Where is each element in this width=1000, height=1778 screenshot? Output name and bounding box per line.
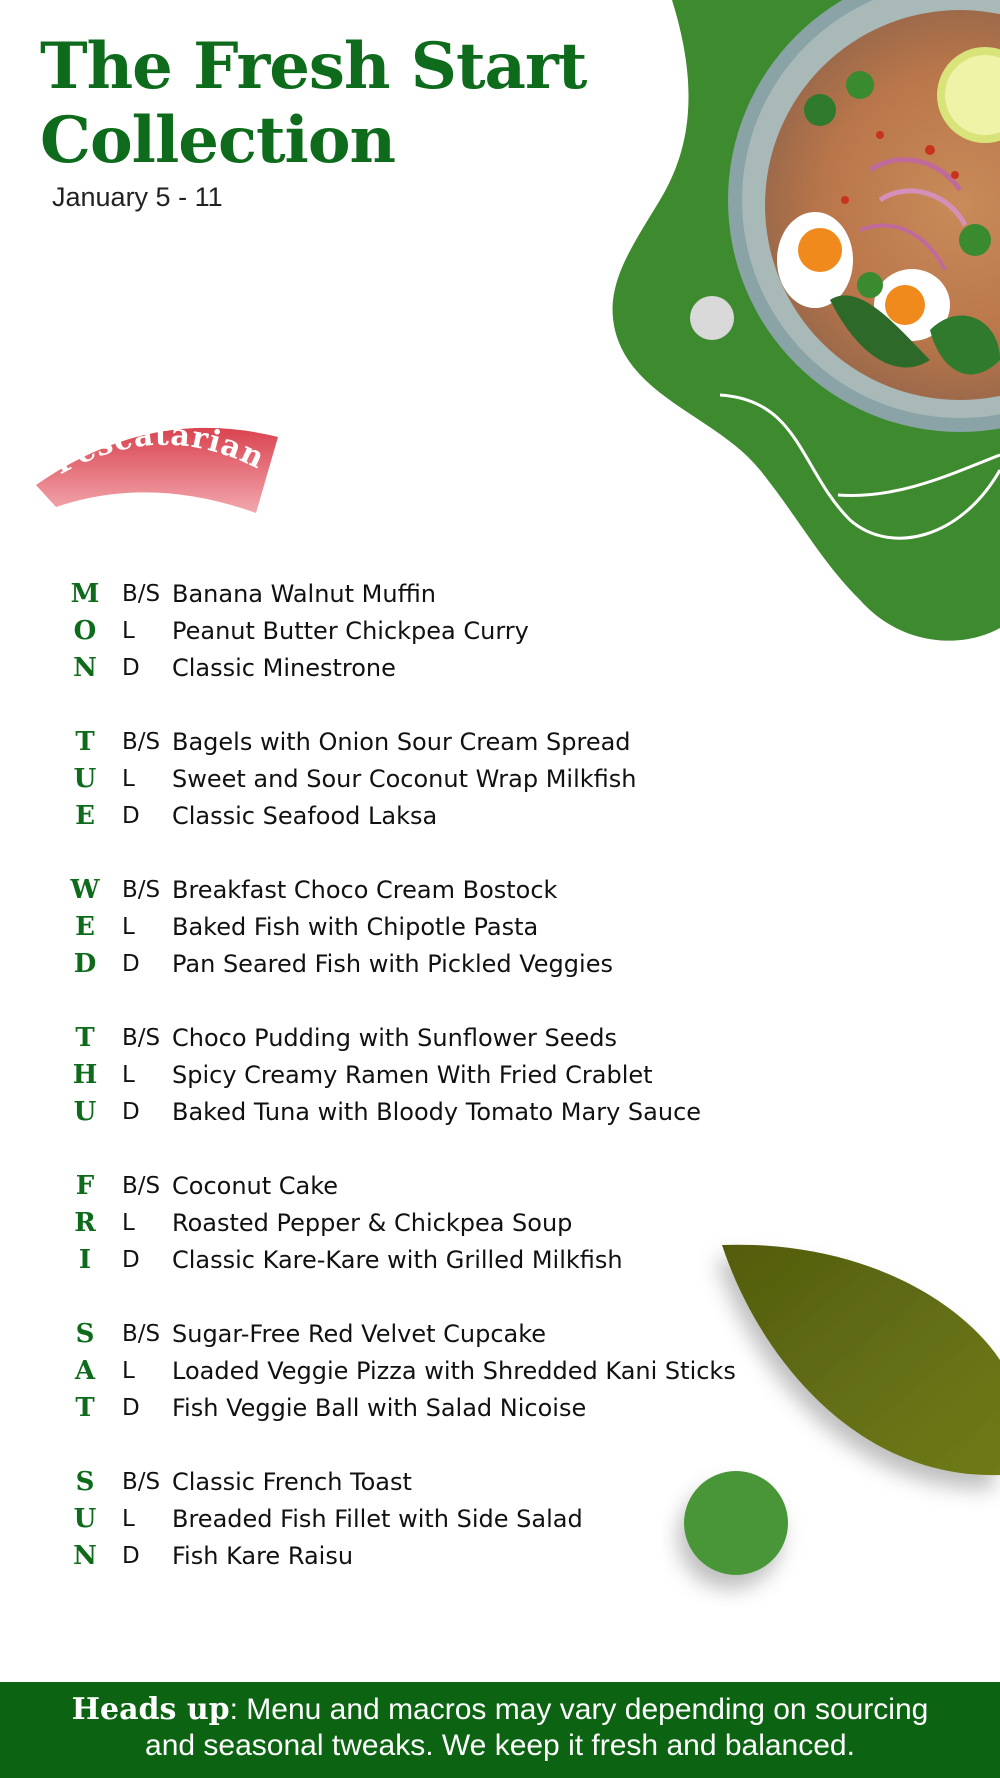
- dish-name: Loaded Veggie Pizza with Shredded Kani Sticks: [172, 1357, 736, 1385]
- dish-name: Classic Kare-Kare with Grilled Milkfish: [172, 1246, 623, 1274]
- footer-text-1: : Menu and macros may vary depending on sourcing: [229, 1693, 929, 1726]
- dish-name: Breakfast Choco Cream Bostock: [172, 876, 558, 904]
- day-letter: E: [75, 801, 95, 831]
- footer-notice: [0, 1682, 1000, 1778]
- day-letter: S: [75, 1319, 95, 1349]
- menu-row: [0, 909, 900, 946]
- dish-name: Coconut Cake: [172, 1172, 339, 1200]
- day-block-fri: [0, 1168, 1000, 1279]
- dish-name: Baked Tuna with Bloody Tomato Mary Sauce: [172, 1098, 702, 1126]
- day-letter: A: [74, 1356, 96, 1386]
- day-letter: O: [73, 616, 97, 646]
- dish-name: Sugar-Free Red Velvet Cupcake: [172, 1320, 547, 1348]
- menu-row: [0, 1020, 900, 1057]
- day-letter: T: [75, 727, 95, 757]
- day-letter: T: [75, 1023, 95, 1053]
- dish-name: Bagels with Onion Sour Cream Spread: [172, 728, 631, 756]
- meal-type: B/S: [122, 1025, 161, 1051]
- menu-row: [0, 613, 900, 650]
- meal-type: L: [122, 1358, 135, 1384]
- day-block-sun: [0, 1464, 1000, 1575]
- dish-name: Fish Veggie Ball with Salad Nicoise: [172, 1394, 587, 1422]
- meal-type: L: [122, 1210, 135, 1236]
- menu-row: [0, 650, 900, 687]
- meal-type: L: [122, 914, 135, 940]
- meal-type: L: [122, 618, 135, 644]
- grey-dot-decoration: [690, 296, 734, 340]
- menu-row: [0, 1094, 900, 1131]
- dish-name: Breaded Fish Fillet with Side Salad: [172, 1505, 583, 1533]
- day-block-mon: [0, 576, 1000, 687]
- meal-type: B/S: [122, 729, 161, 755]
- menu-row: [0, 1316, 900, 1353]
- dish-name: Choco Pudding with Sunflower Seeds: [172, 1024, 618, 1052]
- day-letter: I: [78, 1245, 92, 1275]
- day-block-tue: [0, 724, 1000, 835]
- day-letter: E: [75, 912, 95, 942]
- menu-row: [0, 761, 900, 798]
- day-letter: R: [74, 1208, 96, 1238]
- meal-type: B/S: [122, 1173, 161, 1199]
- menu-row: [0, 946, 900, 983]
- date-range: January 5 - 11: [52, 182, 223, 212]
- meal-type: B/S: [122, 1469, 161, 1495]
- dish-name: Classic Seafood Laksa: [172, 802, 438, 830]
- day-block-sat: [0, 1316, 1000, 1427]
- menu-row: [0, 1501, 900, 1538]
- dish-name: Sweet and Sour Coconut Wrap Milkfish: [172, 765, 637, 793]
- menu-row: [0, 724, 900, 761]
- day-letter: U: [73, 1504, 97, 1534]
- footer-line-2: and seasonal tweaks. We keep it fresh and balanced.: [145, 1729, 855, 1762]
- meal-type: D: [122, 1099, 140, 1125]
- day-block-wed: [0, 872, 1000, 983]
- footer-lead: Heads up: [71, 1692, 230, 1727]
- day-letter: U: [73, 1097, 97, 1127]
- title-line-1: The Fresh Start: [40, 29, 587, 104]
- meal-type: B/S: [122, 877, 161, 903]
- dish-name: Spicy Creamy Ramen With Fried Crablet: [172, 1061, 653, 1089]
- meal-type: B/S: [122, 581, 161, 607]
- page-title: [40, 30, 660, 178]
- meal-type: D: [122, 655, 140, 681]
- dish-name: Baked Fish with Chipotle Pasta: [172, 913, 539, 941]
- meal-type: D: [122, 803, 140, 829]
- meal-type: L: [122, 1062, 135, 1088]
- menu-row: [0, 1353, 900, 1390]
- day-letter: T: [75, 1393, 95, 1423]
- dish-name: Fish Kare Raisu: [172, 1542, 354, 1570]
- pescatarian-badge: [30, 415, 290, 515]
- meal-type: D: [122, 951, 140, 977]
- dish-name: Banana Walnut Muffin: [172, 580, 436, 608]
- day-letter: H: [72, 1060, 98, 1090]
- day-letter: U: [73, 764, 97, 794]
- day-letter: N: [73, 1541, 97, 1571]
- menu-row: [0, 872, 900, 909]
- menu-row: [0, 1464, 900, 1501]
- day-letter: S: [75, 1467, 95, 1497]
- dish-name: Classic French Toast: [172, 1468, 412, 1496]
- menu-row: [0, 1242, 900, 1279]
- day-letter: N: [73, 653, 97, 683]
- weekly-menu: [0, 576, 1000, 1612]
- menu-row: [0, 1205, 900, 1242]
- meal-type: D: [122, 1543, 140, 1569]
- day-block-thu: [0, 1020, 1000, 1131]
- day-letter: M: [70, 579, 100, 609]
- footer-line-1: [0, 1692, 1000, 1728]
- menu-row: [0, 1057, 900, 1094]
- meal-type: B/S: [122, 1321, 161, 1347]
- menu-row: [0, 798, 900, 835]
- menu-row: [0, 1538, 900, 1575]
- menu-row: [0, 1168, 900, 1205]
- meal-type: L: [122, 1506, 135, 1532]
- badge-label: Pescatarian: [47, 417, 271, 482]
- day-letter: W: [70, 875, 100, 905]
- meal-type: D: [122, 1395, 140, 1421]
- title-line-2: Collection: [40, 103, 396, 178]
- dish-name: Classic Minestrone: [172, 654, 396, 682]
- dish-name: Pan Seared Fish with Pickled Veggies: [172, 950, 613, 978]
- day-letter: D: [73, 949, 97, 979]
- menu-row: [0, 1390, 900, 1427]
- day-letter: F: [75, 1171, 95, 1201]
- dish-name: Peanut Butter Chickpea Curry: [172, 617, 529, 645]
- meal-type: D: [122, 1247, 140, 1273]
- meal-type: L: [122, 766, 135, 792]
- dish-name: Roasted Pepper & Chickpea Soup: [172, 1209, 573, 1237]
- menu-row: [0, 576, 900, 613]
